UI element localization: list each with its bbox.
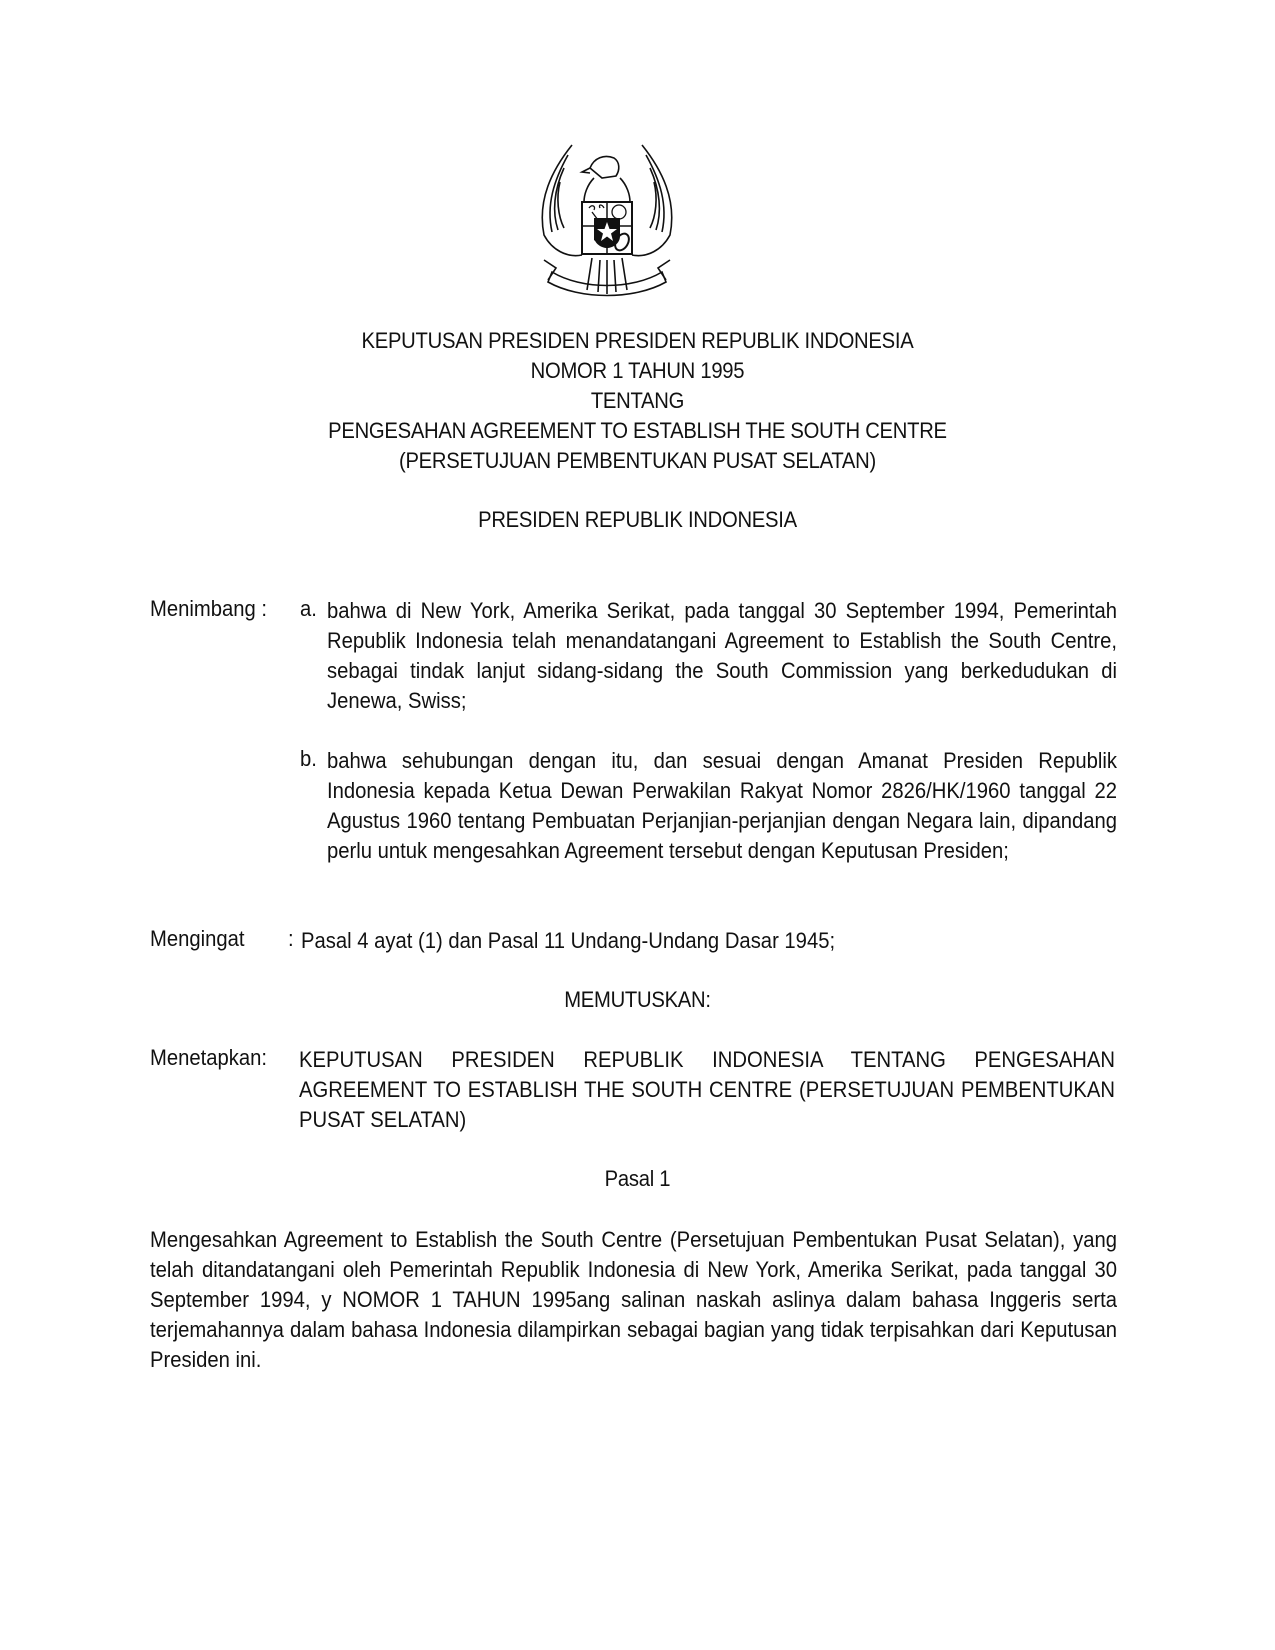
mengingat-label: Mengingat bbox=[150, 926, 245, 951]
menimbang-item-b-text: bahwa sehubungan dengan itu, dan sesuai dengan Amanat Presiden Republik Indonesia kepada Ketua Dewan Perwakilan Rakyat Nomor 2826/HK/1960 tanggal 22 Agustus 1960 tentang Pembuatan Perjanjian-perjanjian dengan Negara lain, dipandang perlu untuk mengesahkan Agreement tersebut dengan Keputusan Presiden; bbox=[327, 748, 1118, 863]
title-line: KEPUTUSAN PRESIDEN PRESIDEN REPUBLIK INDONESIA bbox=[361, 328, 914, 353]
mengingat-text bbox=[301, 926, 1101, 956]
memutuskan-heading: MEMUTUSKAN: bbox=[564, 987, 711, 1012]
menimbang-label: Menimbang : bbox=[150, 596, 268, 621]
menimbang-item-a bbox=[327, 596, 1117, 716]
mengingat-separator: : bbox=[288, 926, 294, 951]
menimbang-item-b bbox=[327, 746, 1117, 866]
item-marker-a: a. bbox=[300, 596, 317, 621]
issuer-heading: PRESIDEN REPUBLIK INDONESIA bbox=[478, 507, 797, 532]
title-line: PENGESAHAN AGREEMENT TO ESTABLISH THE SOUTH CENTRE bbox=[328, 418, 947, 443]
pasal-1-text: Mengesahkan Agreement to Establish the South Centre (Persetujuan Pembentukan Pusat Selatan), yang telah ditandatangani oleh Pemerintah Republik Indonesia di New York, Amerika Serikat, pada tanggal 30 September 1994, y NOMOR 1 TAHUN 1995ang salinan naskah aslinya dalam bahasa Inggeris serta terjemahannya dalam bahasa Indonesia dilampirkan sebagai bagian yang tidak terpisahkan dari Keputusan Presiden ini. bbox=[150, 1227, 1118, 1372]
document-title bbox=[51, 326, 1224, 476]
menimbang-item-a-text: bahwa di New York, Amerika Serikat, pada tanggal 30 September 1994, Pemerintah Republik Indonesia telah menandatangani Agreement to Establish the South Centre, sebagai tindak lanjut sidang-sidang the South Commission yang berkedudukan di Jenewa, Swiss; bbox=[327, 598, 1118, 713]
item-marker-b: b. bbox=[300, 746, 317, 771]
menetapkan-label: Menetapkan: bbox=[150, 1045, 268, 1070]
title-line: TENTANG bbox=[590, 388, 685, 413]
garuda-emblem-icon bbox=[532, 140, 682, 300]
pasal-1-body bbox=[150, 1225, 1117, 1375]
title-line: (PERSETUJUAN PEMBENTUKAN PUSAT SELATAN) bbox=[398, 448, 876, 473]
menetapkan-text-content: KEPUTUSAN PRESIDEN REPUBLIK INDONESIA TENTANG PENGESAHAN AGREEMENT TO ESTABLISH THE SOUTH CENTRE (PERSETUJUAN PEMBENTUKAN PUSAT SELATAN) bbox=[299, 1047, 1116, 1132]
pasal-1-heading: Pasal 1 bbox=[604, 1166, 671, 1191]
menetapkan-text bbox=[299, 1045, 1115, 1135]
mengingat-text-content: Pasal 4 ayat (1) dan Pasal 11 Undang-Undang Dasar 1945; bbox=[301, 928, 836, 953]
title-line: NOMOR 1 TAHUN 1995 bbox=[530, 358, 745, 383]
